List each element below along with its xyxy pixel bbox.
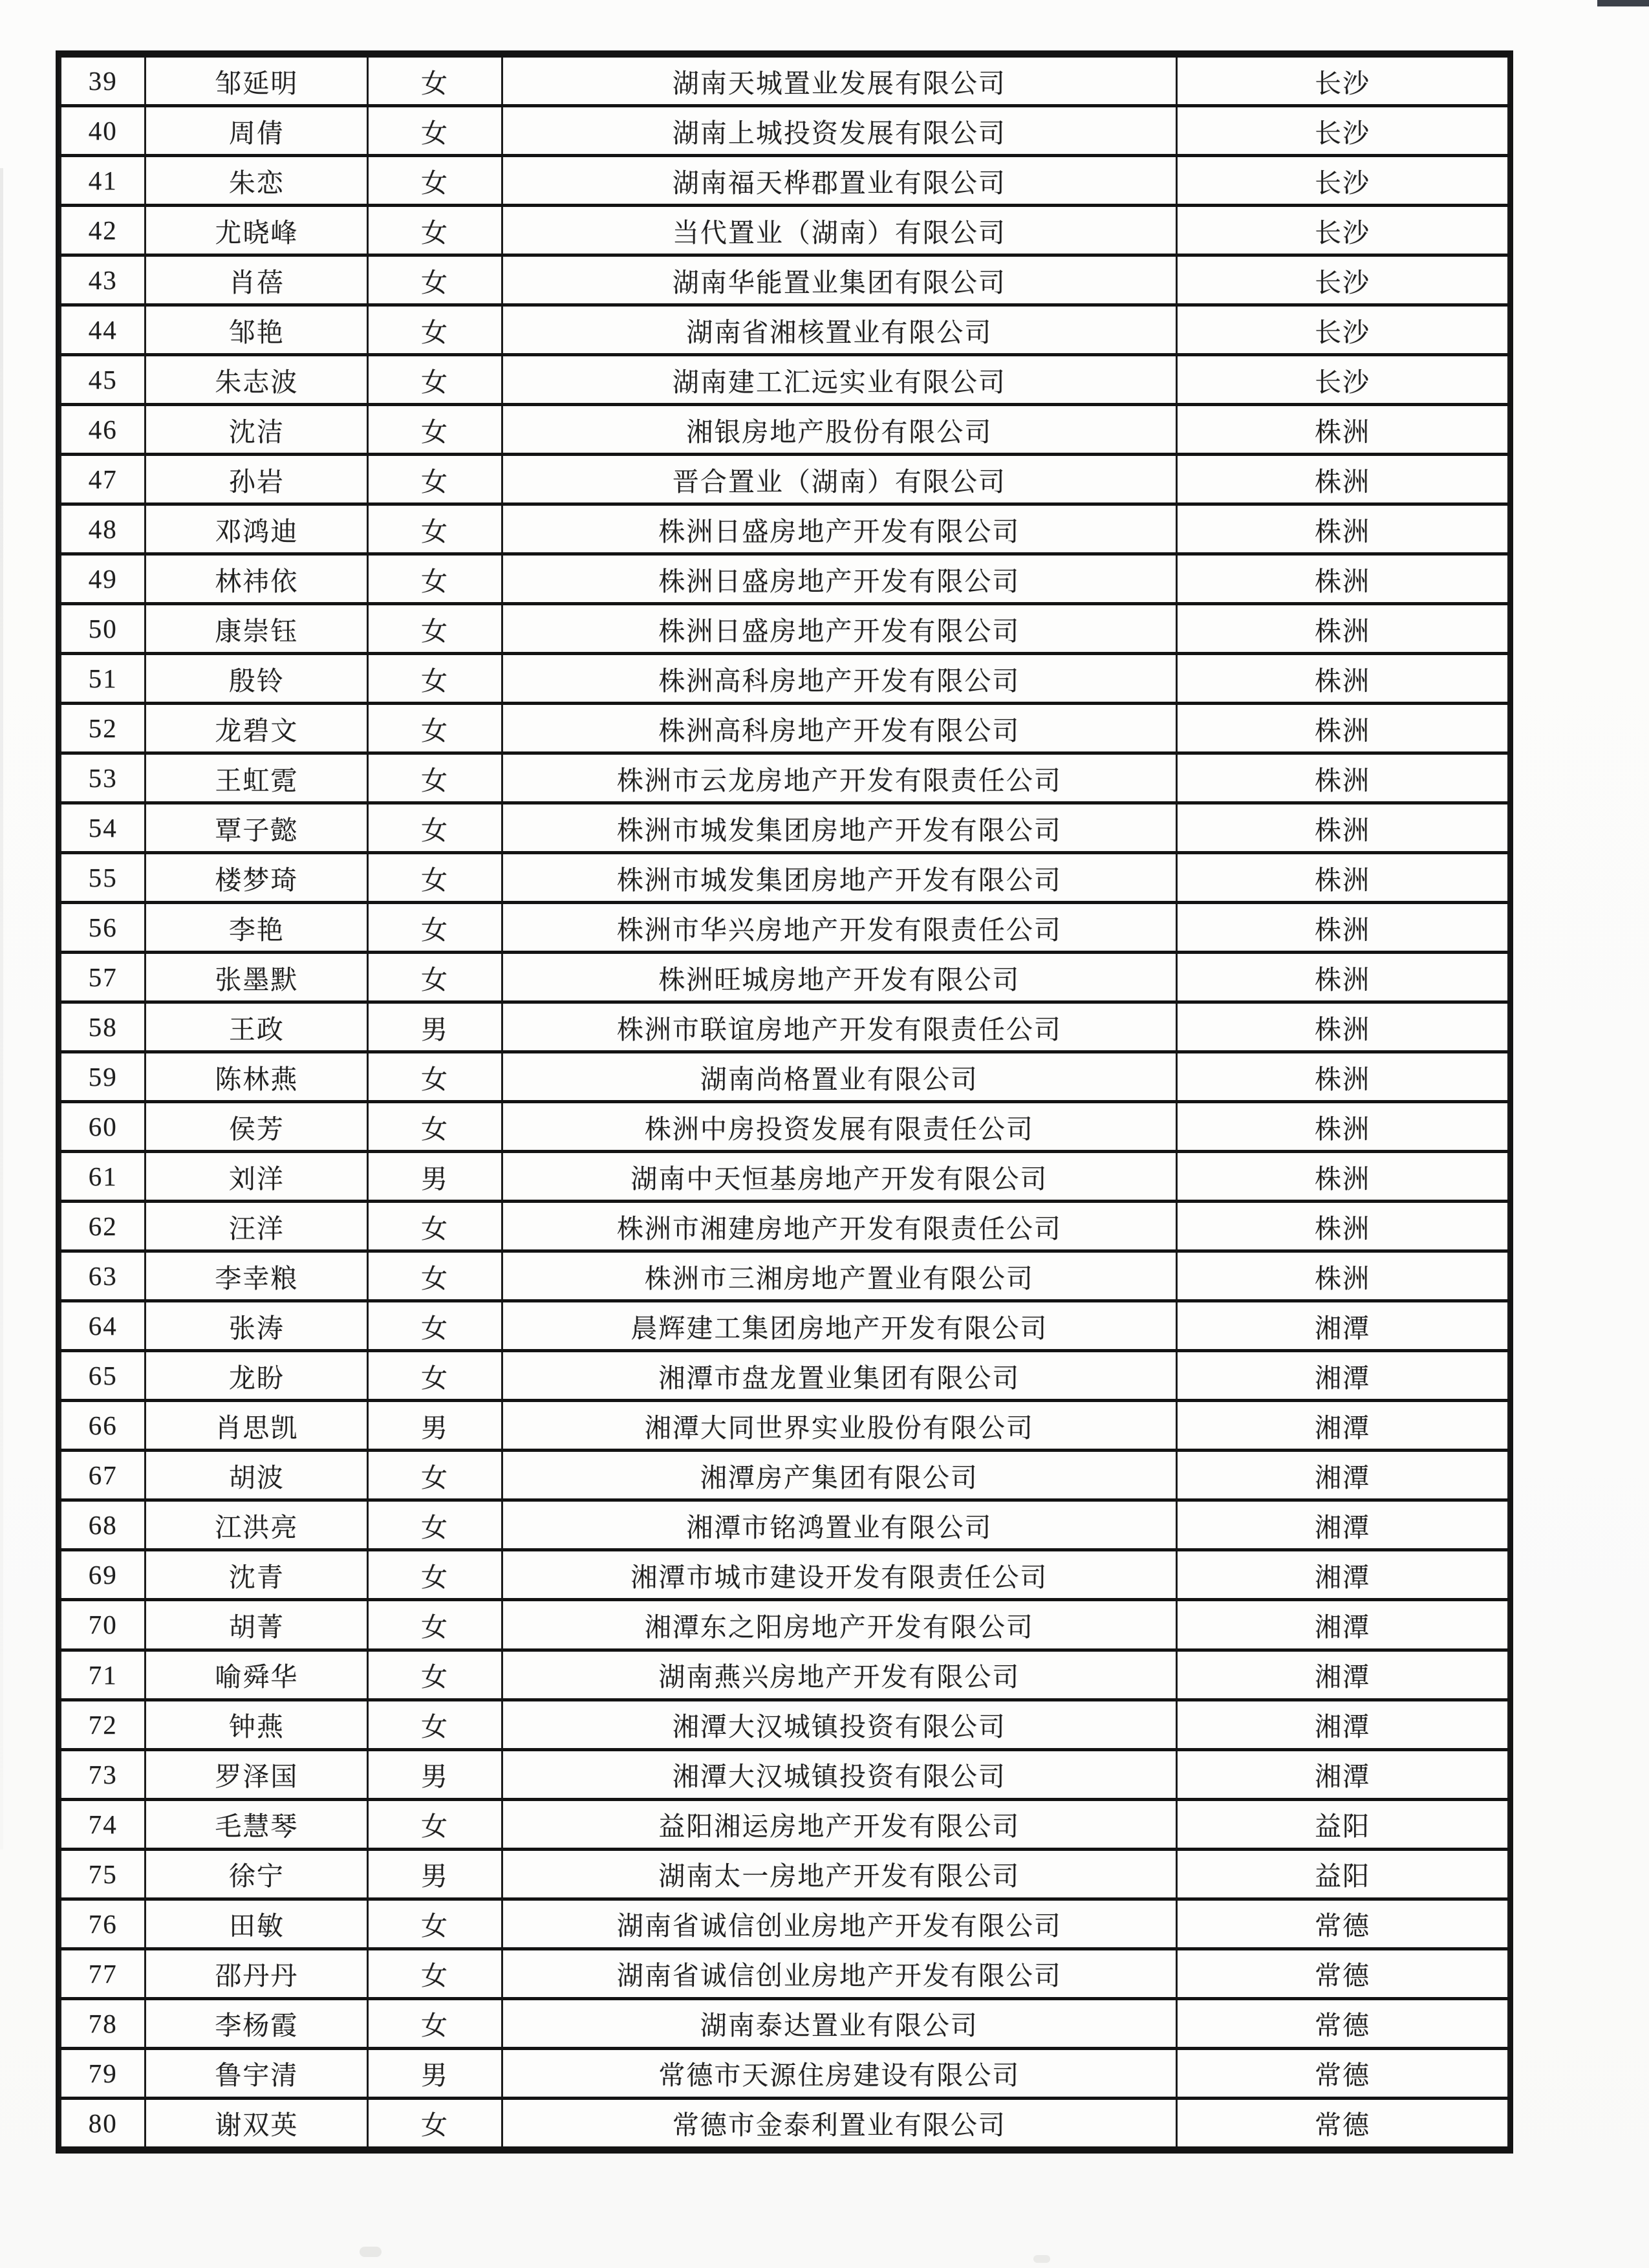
table-row [61, 106, 1509, 156]
city-cell: 湘潭 [1177, 1351, 1509, 1401]
city-cell: 株洲 [1177, 1251, 1509, 1301]
gender-cell: 女 [368, 1202, 502, 1251]
table-row [61, 1152, 1509, 1202]
table-row [61, 753, 1509, 803]
company-cell: 株洲市云龙房地产开发有限责任公司 [502, 753, 1177, 803]
company-cell: 湘潭大汉城镇投资有限公司 [502, 1700, 1177, 1749]
row-number-cell: 56 [61, 903, 146, 953]
company-cell: 湖南太一房地产开发有限公司 [502, 1849, 1177, 1899]
name-cell: 毛慧琴 [146, 1799, 368, 1849]
gender-cell: 女 [368, 654, 502, 704]
company-cell: 株洲市三湘房地产置业有限公司 [502, 1251, 1177, 1301]
name-cell: 周倩 [146, 106, 368, 156]
company-cell: 湖南泰达置业有限公司 [502, 1998, 1177, 2048]
city-cell: 株洲 [1177, 704, 1509, 753]
table-row [61, 953, 1509, 1002]
company-cell: 株洲市城发集团房地产开发有限公司 [502, 853, 1177, 903]
name-cell: 朱恋 [146, 156, 368, 206]
company-cell: 湖南省湘核置业有限公司 [502, 305, 1177, 355]
gender-cell: 男 [368, 1401, 502, 1451]
row-number-cell: 67 [61, 1451, 146, 1500]
table-row [61, 1102, 1509, 1152]
table-row [61, 1799, 1509, 1849]
name-cell: 胡波 [146, 1451, 368, 1500]
table-row [61, 355, 1509, 405]
city-cell: 株洲 [1177, 853, 1509, 903]
company-cell: 湘潭房产集团有限公司 [502, 1451, 1177, 1500]
city-cell: 株洲 [1177, 1052, 1509, 1102]
table-row [61, 1849, 1509, 1899]
city-cell: 长沙 [1177, 305, 1509, 355]
row-number-cell: 60 [61, 1102, 146, 1152]
city-cell: 株洲 [1177, 405, 1509, 455]
table-row [61, 405, 1509, 455]
city-cell: 株洲 [1177, 504, 1509, 554]
row-number-cell: 77 [61, 1949, 146, 1998]
city-cell: 株洲 [1177, 554, 1509, 604]
row-number-cell: 65 [61, 1351, 146, 1401]
company-cell: 湘潭市铭鸿置业有限公司 [502, 1500, 1177, 1550]
table-row [61, 1998, 1509, 2048]
city-cell: 湘潭 [1177, 1550, 1509, 1600]
row-number-cell: 54 [61, 803, 146, 853]
gender-cell: 女 [368, 554, 502, 604]
city-cell: 长沙 [1177, 156, 1509, 206]
row-number-cell: 71 [61, 1650, 146, 1700]
row-number-cell: 76 [61, 1899, 146, 1949]
company-cell: 株洲日盛房地产开发有限公司 [502, 604, 1177, 654]
gender-cell: 女 [368, 953, 502, 1002]
name-cell: 江洪亮 [146, 1500, 368, 1550]
row-number-cell: 70 [61, 1600, 146, 1650]
name-cell: 王政 [146, 1002, 368, 1052]
scan-edge-shadow [0, 168, 3, 1850]
table-row [61, 1401, 1509, 1451]
row-number-cell: 50 [61, 604, 146, 654]
gender-cell: 女 [368, 1650, 502, 1700]
gender-cell: 女 [368, 1899, 502, 1949]
table-row [61, 1600, 1509, 1650]
table-row [61, 803, 1509, 853]
table-row [61, 2098, 1509, 2148]
table-row [61, 2048, 1509, 2098]
gender-cell: 女 [368, 903, 502, 953]
row-number-cell: 78 [61, 1998, 146, 2048]
name-cell: 楼梦琦 [146, 853, 368, 903]
table-row [61, 1500, 1509, 1550]
company-cell: 株洲旺城房地产开发有限公司 [502, 953, 1177, 1002]
company-cell: 常德市金泰利置业有限公司 [502, 2098, 1177, 2148]
gender-cell: 女 [368, 1550, 502, 1600]
city-cell: 湘潭 [1177, 1600, 1509, 1650]
name-cell: 邹延明 [146, 56, 368, 106]
name-cell: 张墨默 [146, 953, 368, 1002]
table-row [61, 704, 1509, 753]
company-cell: 株洲中房投资发展有限责任公司 [502, 1102, 1177, 1152]
name-cell: 邵丹丹 [146, 1949, 368, 1998]
gender-cell: 女 [368, 1600, 502, 1650]
name-cell: 喻舜华 [146, 1650, 368, 1700]
gender-cell: 女 [368, 1251, 502, 1301]
company-cell: 株洲高科房地产开发有限公司 [502, 654, 1177, 704]
scan-smudge [1033, 2255, 1050, 2263]
name-cell: 龙盼 [146, 1351, 368, 1401]
city-cell: 湘潭 [1177, 1700, 1509, 1749]
name-cell: 殷铃 [146, 654, 368, 704]
city-cell: 株洲 [1177, 654, 1509, 704]
gender-cell: 女 [368, 753, 502, 803]
city-cell: 常德 [1177, 1949, 1509, 1998]
city-cell: 常德 [1177, 1998, 1509, 2048]
table-row [61, 1650, 1509, 1700]
row-number-cell: 42 [61, 206, 146, 255]
table-row [61, 1351, 1509, 1401]
gender-cell: 女 [368, 405, 502, 455]
gender-cell: 女 [368, 455, 502, 504]
table-row [61, 1002, 1509, 1052]
company-cell: 株洲市华兴房地产开发有限责任公司 [502, 903, 1177, 953]
company-cell: 株洲日盛房地产开发有限公司 [502, 554, 1177, 604]
name-cell: 鲁宇清 [146, 2048, 368, 2098]
name-cell: 康崇钰 [146, 604, 368, 654]
table-row [61, 1700, 1509, 1749]
name-cell: 朱志波 [146, 355, 368, 405]
row-number-cell: 68 [61, 1500, 146, 1550]
city-cell: 长沙 [1177, 206, 1509, 255]
name-cell: 张涛 [146, 1301, 368, 1351]
city-cell: 株洲 [1177, 753, 1509, 803]
gender-cell: 女 [368, 704, 502, 753]
table-row [61, 504, 1509, 554]
row-number-cell: 40 [61, 106, 146, 156]
row-number-cell: 57 [61, 953, 146, 1002]
name-cell: 王虹霓 [146, 753, 368, 803]
company-cell: 晨辉建工集团房地产开发有限公司 [502, 1301, 1177, 1351]
row-number-cell: 61 [61, 1152, 146, 1202]
table-row [61, 206, 1509, 255]
company-cell: 湖南中天恒基房地产开发有限公司 [502, 1152, 1177, 1202]
name-cell: 林祎依 [146, 554, 368, 604]
row-number-cell: 75 [61, 1849, 146, 1899]
name-cell: 陈林燕 [146, 1052, 368, 1102]
table-row [61, 654, 1509, 704]
row-number-cell: 58 [61, 1002, 146, 1052]
city-cell: 株洲 [1177, 604, 1509, 654]
city-cell: 常德 [1177, 2048, 1509, 2098]
gender-cell: 女 [368, 853, 502, 903]
gender-cell: 女 [368, 1052, 502, 1102]
gender-cell: 女 [368, 1500, 502, 1550]
city-cell: 长沙 [1177, 56, 1509, 106]
company-cell: 湖南尚格置业有限公司 [502, 1052, 1177, 1102]
gender-cell: 女 [368, 1351, 502, 1401]
row-number-cell: 72 [61, 1700, 146, 1749]
gender-cell: 男 [368, 1749, 502, 1799]
company-cell: 湘潭市城市建设开发有限责任公司 [502, 1550, 1177, 1600]
row-number-cell: 46 [61, 405, 146, 455]
table-row [61, 1251, 1509, 1301]
scan-corner-artifact [1597, 0, 1649, 6]
name-cell: 侯芳 [146, 1102, 368, 1152]
gender-cell: 女 [368, 2098, 502, 2148]
table-row [61, 1451, 1509, 1500]
row-number-cell: 73 [61, 1749, 146, 1799]
row-number-cell: 53 [61, 753, 146, 803]
gender-cell: 男 [368, 1152, 502, 1202]
row-number-cell: 59 [61, 1052, 146, 1102]
name-cell: 孙岩 [146, 455, 368, 504]
table-row [61, 156, 1509, 206]
city-cell: 株洲 [1177, 953, 1509, 1002]
gender-cell: 男 [368, 1002, 502, 1052]
company-cell: 湘潭大汉城镇投资有限公司 [502, 1749, 1177, 1799]
table-row [61, 1949, 1509, 1998]
table-row [61, 604, 1509, 654]
gender-cell: 女 [368, 206, 502, 255]
city-cell: 湘潭 [1177, 1451, 1509, 1500]
company-cell: 湖南省诚信创业房地产开发有限公司 [502, 1899, 1177, 1949]
name-cell: 罗泽国 [146, 1749, 368, 1799]
company-cell: 当代置业（湖南）有限公司 [502, 206, 1177, 255]
name-cell: 邓鸿迪 [146, 504, 368, 554]
row-number-cell: 48 [61, 504, 146, 554]
row-number-cell: 63 [61, 1251, 146, 1301]
row-number-cell: 66 [61, 1401, 146, 1451]
company-cell: 湖南福天桦郡置业有限公司 [502, 156, 1177, 206]
table-row [61, 1202, 1509, 1251]
city-cell: 长沙 [1177, 355, 1509, 405]
name-cell: 刘洋 [146, 1152, 368, 1202]
name-cell: 田敏 [146, 1899, 368, 1949]
name-cell: 龙碧文 [146, 704, 368, 753]
company-cell: 湘潭东之阳房地产开发有限公司 [502, 1600, 1177, 1650]
company-cell: 湘银房地产股份有限公司 [502, 405, 1177, 455]
row-number-cell: 39 [61, 56, 146, 106]
company-cell: 株洲日盛房地产开发有限公司 [502, 504, 1177, 554]
city-cell: 常德 [1177, 1899, 1509, 1949]
table-row [61, 903, 1509, 953]
city-cell: 常德 [1177, 2098, 1509, 2148]
row-number-cell: 41 [61, 156, 146, 206]
name-cell: 邹艳 [146, 305, 368, 355]
gender-cell: 女 [368, 1451, 502, 1500]
gender-cell: 女 [368, 305, 502, 355]
table-row [61, 1052, 1509, 1102]
city-cell: 株洲 [1177, 1152, 1509, 1202]
city-cell: 株洲 [1177, 1202, 1509, 1251]
company-cell: 湖南燕兴房地产开发有限公司 [502, 1650, 1177, 1700]
row-number-cell: 55 [61, 853, 146, 903]
gender-cell: 女 [368, 255, 502, 305]
company-cell: 湖南省诚信创业房地产开发有限公司 [502, 1949, 1177, 1998]
name-cell: 肖蓓 [146, 255, 368, 305]
row-number-cell: 47 [61, 455, 146, 504]
row-number-cell: 45 [61, 355, 146, 405]
gender-cell: 女 [368, 504, 502, 554]
row-number-cell: 49 [61, 554, 146, 604]
company-cell: 湖南上城投资发展有限公司 [502, 106, 1177, 156]
table-row [61, 1749, 1509, 1799]
name-cell: 沈青 [146, 1550, 368, 1600]
city-cell: 株洲 [1177, 1002, 1509, 1052]
city-cell: 湘潭 [1177, 1500, 1509, 1550]
company-cell: 株洲市城发集团房地产开发有限公司 [502, 803, 1177, 853]
gender-cell: 女 [368, 604, 502, 654]
company-cell: 湖南建工汇远实业有限公司 [502, 355, 1177, 405]
gender-cell: 女 [368, 56, 502, 106]
gender-cell: 女 [368, 1301, 502, 1351]
row-number-cell: 44 [61, 305, 146, 355]
city-cell: 湘潭 [1177, 1301, 1509, 1351]
table-row [61, 554, 1509, 604]
name-cell: 钟燕 [146, 1700, 368, 1749]
name-cell: 李艳 [146, 903, 368, 953]
gender-cell: 女 [368, 355, 502, 405]
gender-cell: 女 [368, 106, 502, 156]
table-row [61, 255, 1509, 305]
company-cell: 湘潭大同世界实业股份有限公司 [502, 1401, 1177, 1451]
gender-cell: 女 [368, 1102, 502, 1152]
company-cell: 株洲市联谊房地产开发有限责任公司 [502, 1002, 1177, 1052]
row-number-cell: 80 [61, 2098, 146, 2148]
gender-cell: 男 [368, 2048, 502, 2098]
gender-cell: 女 [368, 156, 502, 206]
row-number-cell: 74 [61, 1799, 146, 1849]
row-number-cell: 79 [61, 2048, 146, 2098]
row-number-cell: 51 [61, 654, 146, 704]
city-cell: 益阳 [1177, 1849, 1509, 1899]
roster-table-body [61, 56, 1509, 2148]
table-row [61, 1301, 1509, 1351]
city-cell: 湘潭 [1177, 1650, 1509, 1700]
roster-table-container [56, 50, 1513, 2154]
city-cell: 湘潭 [1177, 1749, 1509, 1799]
company-cell: 益阳湘运房地产开发有限公司 [502, 1799, 1177, 1849]
city-cell: 株洲 [1177, 455, 1509, 504]
row-number-cell: 64 [61, 1301, 146, 1351]
row-number-cell: 43 [61, 255, 146, 305]
name-cell: 尤晓峰 [146, 206, 368, 255]
company-cell: 晋合置业（湖南）有限公司 [502, 455, 1177, 504]
name-cell: 覃子懿 [146, 803, 368, 853]
city-cell: 长沙 [1177, 255, 1509, 305]
table-row [61, 853, 1509, 903]
city-cell: 湘潭 [1177, 1401, 1509, 1451]
scan-smudge [360, 2247, 382, 2257]
row-number-cell: 62 [61, 1202, 146, 1251]
name-cell: 李幸粮 [146, 1251, 368, 1301]
gender-cell: 女 [368, 1700, 502, 1749]
gender-cell: 女 [368, 1799, 502, 1849]
name-cell: 汪洋 [146, 1202, 368, 1251]
city-cell: 株洲 [1177, 1102, 1509, 1152]
company-cell: 株洲高科房地产开发有限公司 [502, 704, 1177, 753]
table-row [61, 305, 1509, 355]
company-cell: 株洲市湘建房地产开发有限责任公司 [502, 1202, 1177, 1251]
row-number-cell: 52 [61, 704, 146, 753]
city-cell: 株洲 [1177, 903, 1509, 953]
city-cell: 长沙 [1177, 106, 1509, 156]
name-cell: 肖思凯 [146, 1401, 368, 1451]
company-cell: 常德市天源住房建设有限公司 [502, 2048, 1177, 2098]
table-row [61, 1899, 1509, 1949]
company-cell: 湖南天城置业发展有限公司 [502, 56, 1177, 106]
table-row [61, 455, 1509, 504]
table-row [61, 1550, 1509, 1600]
name-cell: 谢双英 [146, 2098, 368, 2148]
company-cell: 湖南华能置业集团有限公司 [502, 255, 1177, 305]
city-cell: 株洲 [1177, 803, 1509, 853]
name-cell: 李杨霞 [146, 1998, 368, 2048]
name-cell: 沈洁 [146, 405, 368, 455]
gender-cell: 女 [368, 803, 502, 853]
name-cell: 徐宁 [146, 1849, 368, 1899]
city-cell: 益阳 [1177, 1799, 1509, 1849]
roster-table [59, 54, 1509, 2150]
row-number-cell: 69 [61, 1550, 146, 1600]
company-cell: 湘潭市盘龙置业集团有限公司 [502, 1351, 1177, 1401]
gender-cell: 男 [368, 1849, 502, 1899]
table-row [61, 56, 1509, 106]
gender-cell: 女 [368, 1949, 502, 1998]
name-cell: 胡菁 [146, 1600, 368, 1650]
gender-cell: 女 [368, 1998, 502, 2048]
